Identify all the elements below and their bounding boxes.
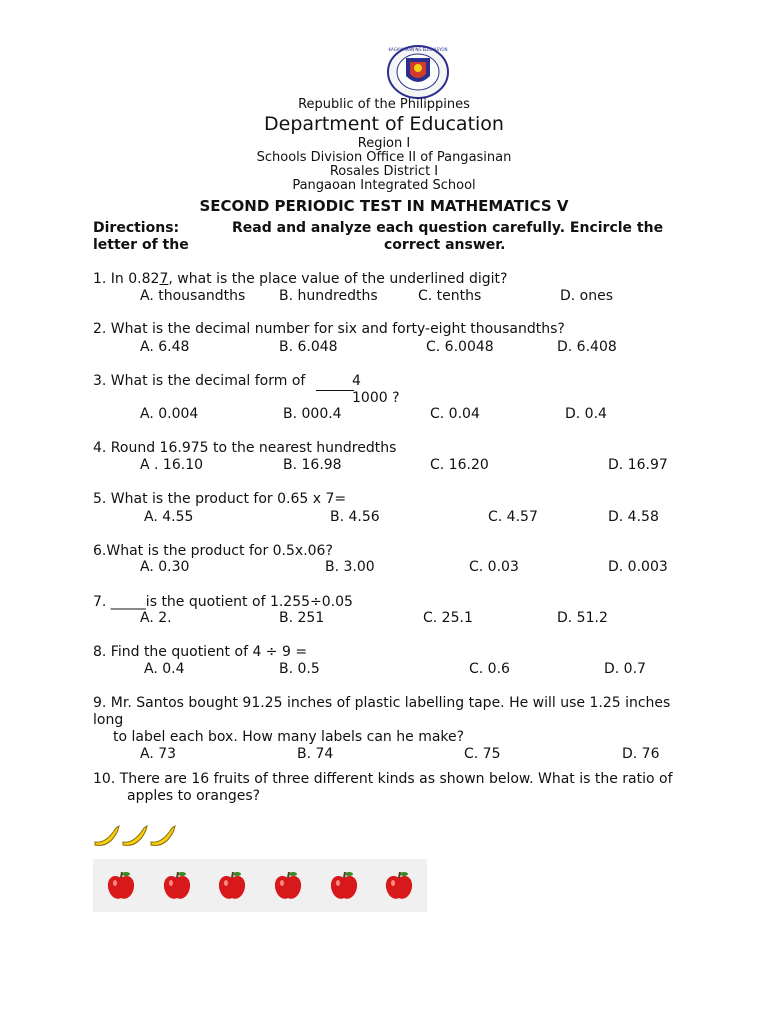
directions-text: Read and analyze each question carefully. Encircle the [232, 220, 664, 236]
directions-text-line2: correct answer. [384, 237, 506, 253]
question-9: 9. Mr. Santos bought 91.25 inches of plastic labelling tape. He will use 1.25 inches [93, 695, 671, 711]
question-8: 8. Find the quotient of 4 ÷ 9 = [93, 644, 308, 660]
choice-5b[interactable]: B. 4.56 [330, 509, 380, 525]
choice-2b[interactable]: B. 6.048 [279, 339, 338, 355]
choice-4d[interactable]: D. 16.97 [608, 457, 668, 473]
apple-icon [382, 870, 416, 902]
question-3: 3. What is the decimal form of [93, 373, 306, 389]
choice-9a[interactable]: A. 73 [140, 746, 177, 762]
question-7: 7. _____is the quotient of 1.255÷0.05 [93, 594, 353, 610]
choice-3c[interactable]: C. 0.04 [430, 406, 480, 422]
choice-3b[interactable]: B. 000.4 [283, 406, 342, 422]
school-line: Pangaoan Integrated School [292, 178, 476, 193]
choice-6c[interactable]: C. 0.03 [469, 559, 519, 575]
choice-8d[interactable]: D. 0.7 [604, 661, 646, 677]
question-6: 6.What is the product for 0.5x.06? [93, 543, 333, 559]
choice-2d[interactable]: D. 6.408 [557, 339, 617, 355]
choice-8a[interactable]: A. 0.4 [144, 661, 185, 677]
division-line: Schools Division Office II of Pangasinan [256, 150, 512, 165]
choice-7a[interactable]: A. 2. [140, 610, 172, 626]
choice-1d[interactable]: D. ones [560, 288, 614, 304]
republic-line: Republic of the Philippines [298, 97, 470, 112]
choice-7d[interactable]: D. 51.2 [557, 610, 608, 626]
choice-7b[interactable]: B. 251 [279, 610, 325, 626]
choice-6d[interactable]: D. 0.003 [608, 559, 668, 575]
underlined-digit: 7 [159, 271, 169, 287]
region-line: Region I [357, 136, 411, 151]
fraction-bar [316, 390, 354, 391]
question-9-line3: to label each box. How many labels can he make? [113, 729, 465, 745]
banana-icon [92, 820, 122, 850]
choice-3a[interactable]: A. 0.004 [140, 406, 199, 422]
choice-5d[interactable]: D. 4.58 [608, 509, 659, 525]
apple-icon [160, 870, 194, 902]
apple-panel [93, 859, 427, 912]
choice-4a[interactable]: A . 16.10 [140, 457, 204, 473]
choice-7c[interactable]: C. 25.1 [423, 610, 473, 626]
apple-icon [104, 870, 138, 902]
choice-3d[interactable]: D. 0.4 [565, 406, 607, 422]
apple-icon [271, 870, 305, 902]
choice-8c[interactable]: C. 0.6 [469, 661, 510, 677]
question-9-line2: long [93, 712, 124, 728]
choice-5c[interactable]: C. 4.57 [488, 509, 538, 525]
choice-9c[interactable]: C. 75 [464, 746, 501, 762]
question-10-line2: apples to oranges? [127, 788, 261, 804]
district-line: Rosales District I [329, 164, 439, 179]
choice-2a[interactable]: A. 6.48 [140, 339, 190, 355]
choice-8b[interactable]: B. 0.5 [279, 661, 320, 677]
fraction-numerator: 4 [352, 373, 361, 389]
directions-label-line2: letter of the [93, 237, 189, 253]
fraction-denominator: 1000 ? [352, 390, 400, 406]
choice-9b[interactable]: B. 74 [297, 746, 334, 762]
apple-icon [215, 870, 249, 902]
choice-6b[interactable]: B. 3.00 [325, 559, 375, 575]
question-4: 4. Round 16.975 to the nearest hundredths [93, 440, 397, 456]
choice-5a[interactable]: A. 4.55 [144, 509, 194, 525]
choice-1c[interactable]: C. tenths [418, 288, 482, 304]
choice-6a[interactable]: A. 0.30 [140, 559, 190, 575]
banana-icon [120, 820, 150, 850]
choice-2c[interactable]: C. 6.0048 [426, 339, 494, 355]
test-title: SECOND PERIODIC TEST IN MATHEMATICS V [199, 197, 569, 215]
directions-label: Directions: [93, 220, 180, 236]
svg-text:KAGAWARAN NG EDUKASYON: KAGAWARAN NG EDUKASYON [388, 47, 448, 52]
question-10: 10. There are 16 fruits of three different kinds as shown below. What is the ratio of [93, 771, 673, 787]
question-1 [93, 271, 507, 288]
choice-4c[interactable]: C. 16.20 [430, 457, 489, 473]
question-5: 5. What is the product for 0.65 x 7= [93, 491, 347, 507]
question-1-suffix: , what is the place value of the underlined digit? [168, 271, 508, 287]
choice-9d[interactable]: D. 76 [622, 746, 660, 762]
choice-1a[interactable]: A. thousandths [140, 288, 246, 304]
question-1-prefix: 1. In 0.82 [93, 271, 160, 287]
question-2: 2. What is the decimal number for six and forty-eight thousandths? [93, 321, 565, 337]
choice-4b[interactable]: B. 16.98 [283, 457, 342, 473]
choice-1b[interactable]: B. hundredths [279, 288, 378, 304]
apple-icon [327, 870, 361, 902]
department-name: Department of Education [264, 113, 504, 135]
deped-seal-icon [386, 44, 450, 100]
banana-icon [148, 820, 178, 850]
